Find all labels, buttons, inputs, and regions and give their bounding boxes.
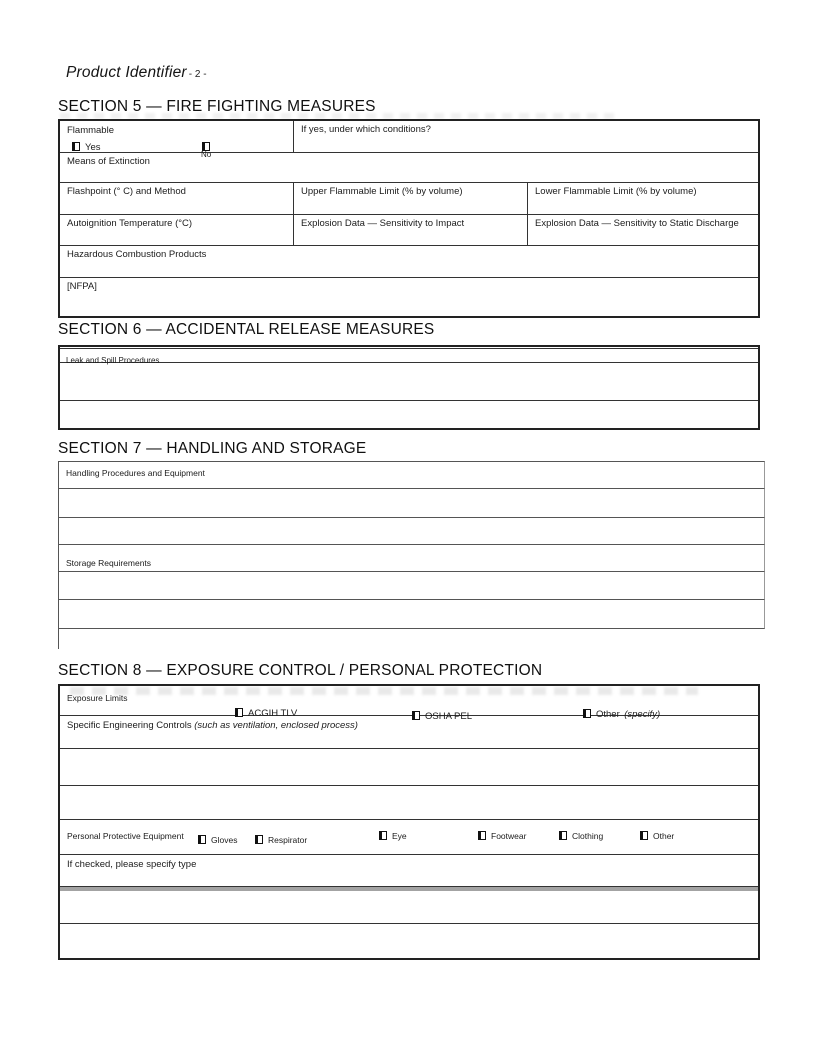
upper-flammable-limit-field[interactable] xyxy=(294,183,528,214)
section6-table xyxy=(58,345,760,430)
handling-field-2[interactable] xyxy=(59,518,765,545)
product-identifier-label: Product Identifier xyxy=(66,64,187,81)
engineering-controls-note: (such as ventilation, enclosed process) xyxy=(194,720,358,731)
ppe-eye-option[interactable] xyxy=(379,826,407,844)
left-border-stub xyxy=(59,629,765,649)
hazardous-combustion-label: Hazardous Combustion Products xyxy=(67,249,207,260)
means-of-extinction-label: Means of Extinction xyxy=(67,156,150,167)
autoignition-row xyxy=(60,215,758,246)
acgih-tlv-label: ACGIH TLV xyxy=(248,708,298,719)
specify-type-label: If checked, please specify type xyxy=(67,859,197,870)
storage-field-1[interactable] xyxy=(59,572,765,600)
autoignition-field[interactable] xyxy=(60,215,294,245)
page-number: - 2 - xyxy=(188,69,207,80)
engineering-controls-field[interactable] xyxy=(60,716,758,749)
exposure-limits-row xyxy=(60,686,758,722)
flammable-yes-checkbox[interactable] xyxy=(72,142,80,151)
flashpoint-row xyxy=(60,183,758,215)
page-header xyxy=(66,64,207,82)
ppe-respirator-option[interactable] xyxy=(255,830,307,848)
means-of-extinction-field[interactable] xyxy=(60,153,758,183)
leak-spill-label: Leak and Spill Procedures xyxy=(66,356,160,365)
flashpoint-label: Flashpoint (° C) and Method xyxy=(67,186,186,197)
flashpoint-field[interactable] xyxy=(60,183,294,214)
flammable-no-label: No xyxy=(201,150,212,159)
handling-field-1[interactable] xyxy=(59,489,765,518)
other-exposure-label: Other xyxy=(596,709,620,720)
leak-spill-header xyxy=(60,348,758,363)
footwear-label: Footwear xyxy=(491,831,527,841)
if-yes-conditions-field[interactable] xyxy=(294,121,758,152)
engineering-field-1[interactable] xyxy=(60,749,758,786)
flammable-label: Flammable xyxy=(67,125,114,136)
specify-field-2[interactable] xyxy=(60,924,758,958)
explosion-static-field[interactable] xyxy=(528,215,758,245)
leak-spill-field-2[interactable] xyxy=(60,401,758,428)
clothing-checkbox[interactable] xyxy=(559,831,567,840)
exposure-limits-label: Exposure Limits xyxy=(67,693,128,703)
other-specify-label: (specify) xyxy=(624,709,661,720)
leak-spill-field-1[interactable] xyxy=(60,363,758,401)
engineering-controls-label: Specific Engineering Controls xyxy=(67,720,192,731)
respirator-label: Respirator xyxy=(268,835,308,845)
upper-flammable-limit-label: Upper Flammable Limit (% by volume) xyxy=(301,186,463,197)
section8-table xyxy=(58,684,760,960)
section6-title: SECTION 6 — ACCIDENTAL RELEASE MEASURES xyxy=(58,321,435,338)
hazardous-combustion-field[interactable] xyxy=(60,246,758,278)
storage-field-2[interactable] xyxy=(59,600,765,629)
explosion-impact-field[interactable] xyxy=(294,215,528,245)
specify-field-1[interactable] xyxy=(60,891,758,924)
scan-artifact xyxy=(70,687,698,695)
lower-flammable-limit-label: Lower Flammable Limit (% by volume) xyxy=(535,186,697,197)
section5-table xyxy=(58,119,760,318)
eye-checkbox[interactable] xyxy=(379,831,387,840)
explosion-impact-label: Explosion Data — Sensitivity to Impact xyxy=(301,218,465,229)
handling-procedures-row xyxy=(59,461,765,489)
footwear-checkbox[interactable] xyxy=(478,831,486,840)
section7-title: SECTION 7 — HANDLING AND STORAGE xyxy=(58,440,367,457)
flammable-cell xyxy=(60,121,294,159)
lower-flammable-limit-field[interactable] xyxy=(528,183,758,214)
specify-type-field[interactable] xyxy=(60,855,758,887)
ppe-other-label: Other xyxy=(653,831,675,841)
respirator-checkbox[interactable] xyxy=(255,835,263,844)
if-yes-conditions-label: If yes, under which conditions? xyxy=(301,124,431,135)
gloves-checkbox[interactable] xyxy=(198,835,206,844)
section8-title: SECTION 8 — EXPOSURE CONTROL / PERSONAL PROTECTION xyxy=(58,662,543,679)
section5-title: SECTION 5 — FIRE FIGHTING MEASURES xyxy=(58,98,376,115)
flammable-yes-label: Yes xyxy=(85,142,101,153)
osha-pel-label: OSHA PEL xyxy=(425,711,472,722)
ppe-clothing-option[interactable] xyxy=(559,826,603,844)
ppe-label: Personal Protective Equipment xyxy=(67,831,184,841)
handling-procedures-label: Handling Procedures and Equipment xyxy=(66,468,205,478)
storage-requirements-row xyxy=(59,545,765,572)
gloves-label: Gloves xyxy=(211,835,238,845)
ppe-footwear-option[interactable] xyxy=(478,826,526,844)
eye-label: Eye xyxy=(392,831,407,841)
explosion-static-label: Explosion Data — Sensitivity to Static Discharge xyxy=(535,218,739,229)
clothing-label: Clothing xyxy=(572,831,604,841)
ppe-gloves-option[interactable] xyxy=(198,830,237,848)
nfpa-label: [NFPA] xyxy=(67,281,97,292)
ppe-row xyxy=(60,820,758,855)
ppe-other-checkbox[interactable] xyxy=(640,831,648,840)
engineering-field-2[interactable] xyxy=(60,786,758,820)
flammable-row xyxy=(60,121,758,159)
section7-table xyxy=(58,461,765,649)
autoignition-label: Autoignition Temperature (°C) xyxy=(67,218,193,229)
storage-requirements-label: Storage Requirements xyxy=(66,558,152,568)
ppe-other-option[interactable] xyxy=(640,826,674,844)
nfpa-field[interactable] xyxy=(60,278,758,316)
